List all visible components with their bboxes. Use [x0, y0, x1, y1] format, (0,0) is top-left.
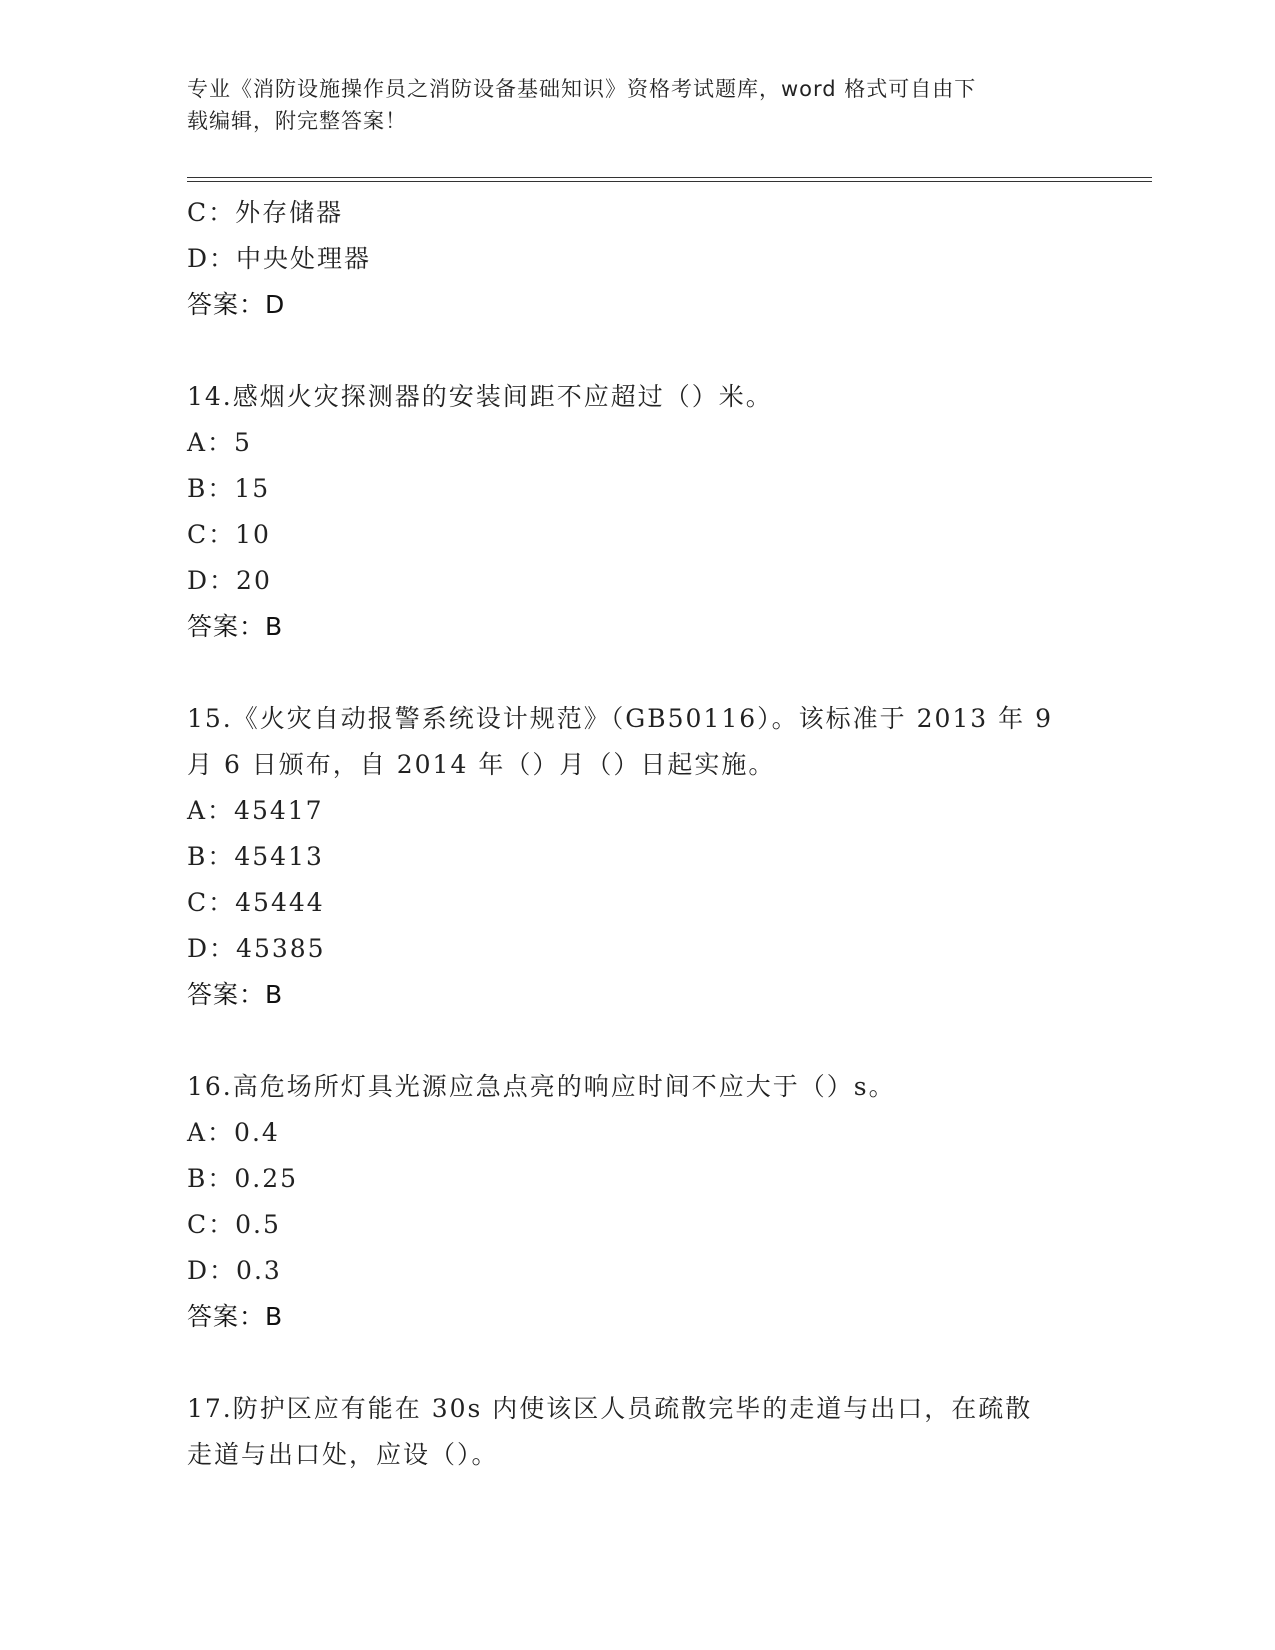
answer-line: 答案：B — [187, 1302, 284, 1331]
question-15 — [187, 696, 1087, 1018]
header-line-1: 专业《消防设施操作员之消防设备基础知识》资格考试题库，word 格式可自由下 — [187, 77, 977, 101]
option-c: C：0.5 — [187, 1210, 281, 1239]
option-a: A：0.4 — [187, 1118, 280, 1147]
spacer — [187, 1340, 1087, 1386]
question-text-line-1: 15.《火灾自动报警系统设计规范》（GB50116）。该标准于 2013 年 9 — [187, 704, 1054, 733]
question-text-line-1: 17.防护区应有能在 30s 内使该区人员疏散完毕的走道与出口，在疏散 — [187, 1394, 1033, 1423]
spacer — [187, 1018, 1087, 1064]
option-d: D：45385 — [187, 934, 326, 963]
spacer — [187, 328, 1087, 374]
option-d: D：中央处理器 — [187, 244, 372, 273]
answer-line: 答案：D — [187, 290, 286, 319]
document-header — [187, 73, 1087, 137]
option-c: C：10 — [187, 520, 271, 549]
answer-line: 答案：B — [187, 980, 284, 1009]
option-b: B：0.25 — [187, 1164, 299, 1193]
question-text: 14.感烟火灾探测器的安装间距不应超过（）米。 — [187, 382, 773, 411]
question-text: 16.高危场所灯具光源应急点亮的响应时间不应大于（）s。 — [187, 1072, 896, 1101]
header-divider-top — [187, 177, 1152, 178]
option-c: C：45444 — [187, 888, 325, 917]
header-divider-bottom — [187, 181, 1152, 182]
question-text-line-2: 走道与出口处，应设（）。 — [187, 1440, 499, 1469]
option-a: A：5 — [187, 428, 252, 457]
option-c: C：外存储器 — [187, 198, 344, 227]
question-text-line-2: 月 6 日颁布，自 2014 年（）月（）日起实施。 — [187, 750, 776, 779]
question-14 — [187, 374, 1087, 650]
option-b: B：45413 — [187, 842, 324, 871]
question-16 — [187, 1064, 1087, 1340]
answer-line: 答案：B — [187, 612, 284, 641]
question-17 — [187, 1386, 1087, 1478]
option-b: B：15 — [187, 474, 271, 503]
question-13-continued — [187, 190, 1087, 328]
option-d: D：20 — [187, 566, 272, 595]
header-line-2: 载编辑，附完整答案！ — [187, 109, 407, 133]
question-list — [187, 190, 1087, 1478]
spacer — [187, 650, 1087, 696]
option-a: A：45417 — [187, 796, 324, 825]
option-d: D：0.3 — [187, 1256, 282, 1285]
